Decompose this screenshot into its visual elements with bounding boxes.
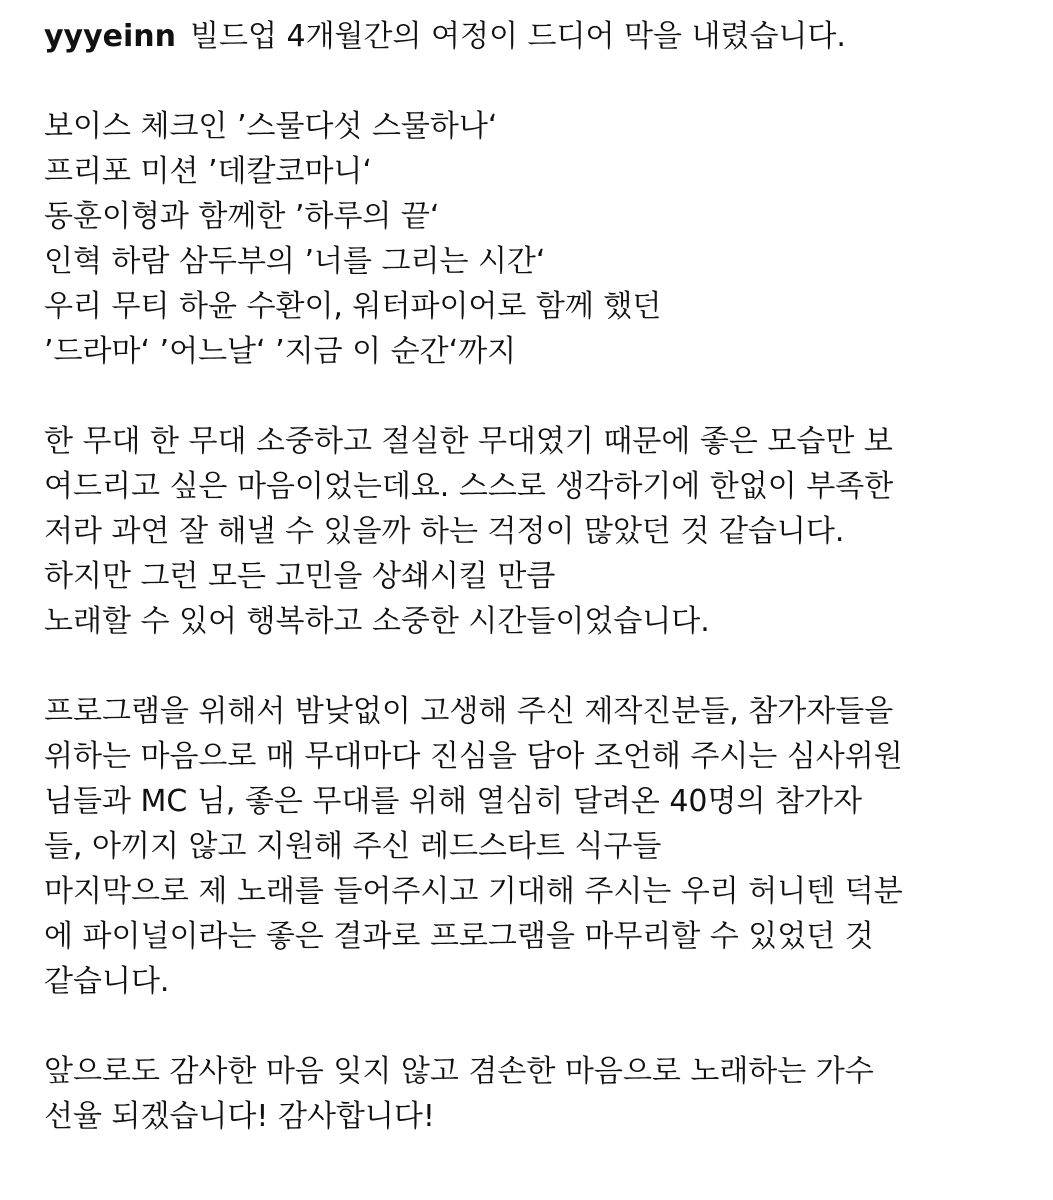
caption-line: 들, 아끼지 않고 지원해 주신 레드스타트 식구들	[44, 829, 662, 864]
caption-line: 같습니다.	[44, 964, 170, 999]
post-caption	[44, 14, 1034, 1139]
caption-line: 보이스 체크인 ’스물다섯 스물하나‘	[44, 109, 498, 144]
caption-line: 하지만 그런 모든 고민을 상쇄시킬 만큼	[44, 559, 556, 594]
caption-line: 노래할 수 있어 행복하고 소중한 시간들이었습니다.	[44, 604, 710, 639]
caption-text: 빌드업 4개월간의 여정이 드디어 막을 내렸습니다.	[190, 19, 846, 54]
caption-line: 한 무대 한 무대 소중하고 절실한 무대였기 때문에 좋은 모습만 보	[44, 424, 893, 459]
caption-line: 앞으로도 감사한 마음 잊지 않고 겸손한 마음으로 노래하는 가수	[44, 1054, 874, 1089]
caption-line: 여드리고 싶은 마음이었는데요. 스스로 생각하기에 한없이 부족한	[44, 469, 894, 504]
caption-line: 님들과 MC 님, 좋은 무대를 위해 열심히 달려온 40명의 참가자	[44, 784, 862, 819]
caption-line: 위하는 마음으로 매 무대마다 진심을 담아 조언해 주시는 심사위원	[44, 739, 903, 774]
caption-line: 저라 과연 잘 해낼 수 있을까 하는 걱정이 많았던 것 같습니다.	[44, 514, 845, 549]
caption-line: 인혁 하람 삼두부의 ’너를 그리는 시간‘	[44, 244, 546, 279]
paragraph-break	[44, 1004, 1034, 1049]
paragraph-break	[44, 374, 1034, 419]
caption-line: 에 파이널이라는 좋은 결과로 프로그램을 마무리할 수 있었던 것	[44, 919, 874, 954]
caption-line: 선율 되겠습니다! 감사합니다!	[44, 1099, 435, 1134]
caption-line: 프로그램을 위해서 밤낮없이 고생해 주신 제작진분들, 참가자들을	[44, 694, 894, 729]
paragraph-break	[44, 59, 1034, 104]
caption-line: 동훈이형과 함께한 ’하루의 끝‘	[44, 199, 440, 234]
caption-line: 마지막으로 제 노래를 들어주시고 기대해 주시는 우리 허니텐 덕분	[44, 874, 903, 909]
paragraph-break	[44, 644, 1034, 689]
caption-line: 프리포 미션 ’데칼코마니‘	[44, 154, 372, 189]
caption-line: 우리 무티 하윤 수환이, 워터파이어로 함께 했던	[44, 289, 662, 324]
caption-line: ’드라마‘ ’어느날‘ ’지금 이 순간‘까지	[44, 334, 517, 369]
username-link[interactable]: yyyeinn	[44, 19, 177, 54]
caption-first-line	[44, 14, 1034, 59]
